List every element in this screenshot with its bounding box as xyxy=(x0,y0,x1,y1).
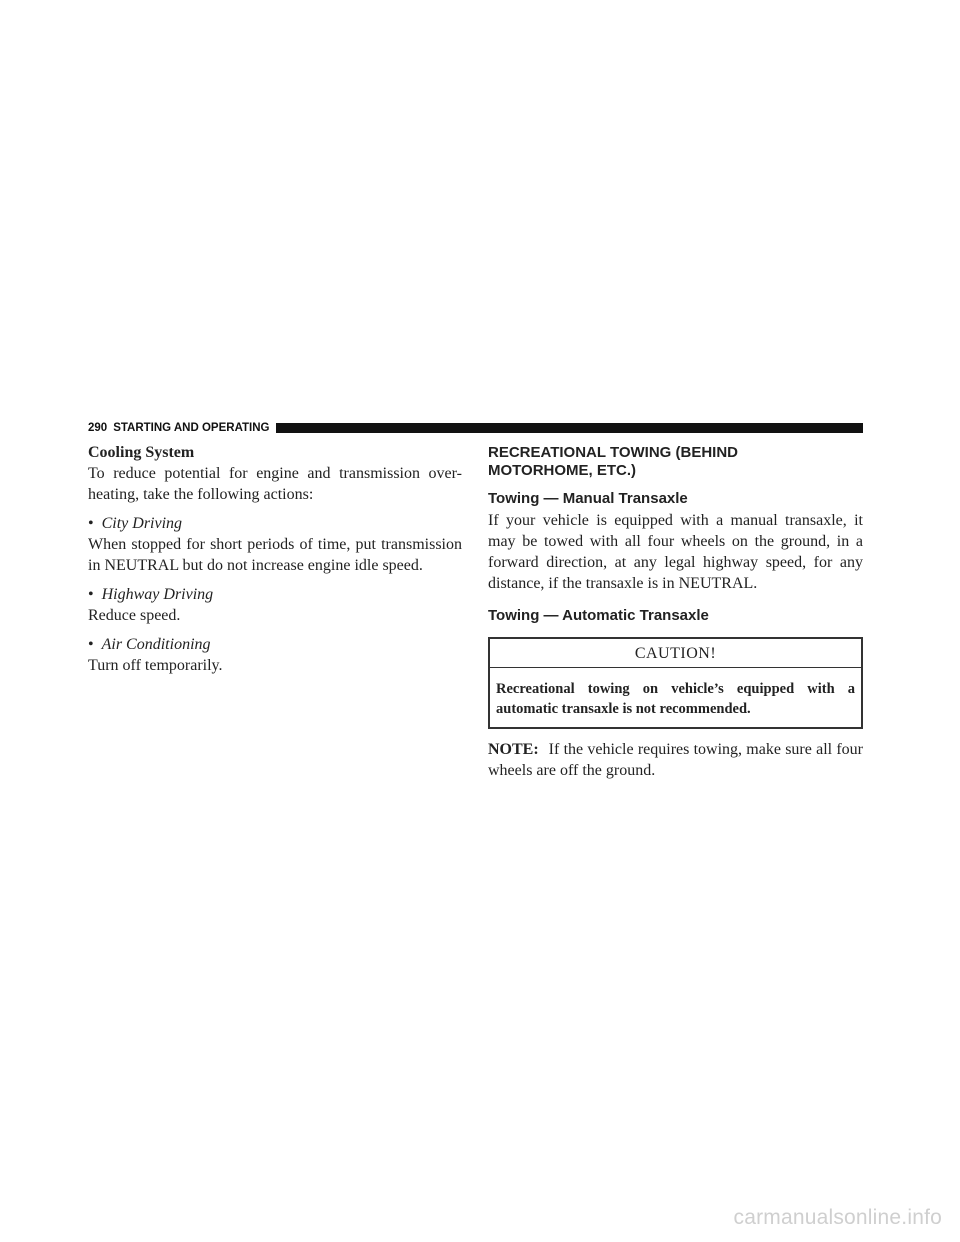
list-item-text: When stopped for short periods of time, put transmission in NEUTRAL but do not increase engine idle speed. xyxy=(88,536,462,574)
list-item-title: • Highway Driving xyxy=(88,586,214,603)
list-item-title: • City Driving xyxy=(88,515,183,532)
caution-text: Recreational towing on vehicle’s equipped with a automatic transaxle is not recommended. xyxy=(496,681,855,717)
list-item-text: Reduce speed. xyxy=(88,607,181,624)
caution-box xyxy=(488,637,863,729)
bullet-icon: • xyxy=(88,515,94,532)
list-item-title: • Air Conditioning xyxy=(88,636,211,653)
automatic-transaxle-heading: Towing — Automatic Transaxle xyxy=(488,607,709,624)
manual-transaxle-text: If your vehicle is equipped with a manual transaxle, it may be towed with all four wheels on the ground, in a forward direction, at any legal highway speed, for any distance, if the transaxle is in NEUTRAL. xyxy=(488,512,863,592)
section-title: STARTING AND OPERATING xyxy=(113,422,270,434)
page-header xyxy=(88,421,863,435)
bullet-icon: • xyxy=(88,586,94,603)
watermark: carmanualsonline.info xyxy=(733,1206,942,1229)
caution-title: CAUTION! xyxy=(490,639,861,668)
header-rule xyxy=(276,423,864,433)
recreational-towing-heading: RECREATIONAL TOWING (BEHIND MOTORHOME, ETC.) xyxy=(488,444,738,479)
note-label: NOTE: xyxy=(488,741,539,758)
note-text: If the vehicle requires towing, make sure all four wheels are off the ground. xyxy=(488,741,863,779)
note-paragraph xyxy=(488,739,863,781)
cooling-intro: To reduce potential for engine and transmission over-heating, take the following actions: xyxy=(88,465,462,503)
list-item-text: Turn off temporarily. xyxy=(88,657,223,674)
right-column xyxy=(488,442,863,781)
manual-transaxle-heading: Towing — Manual Transaxle xyxy=(488,490,688,507)
page-number: 290 xyxy=(88,422,108,434)
left-column xyxy=(88,442,462,676)
bullet-icon: • xyxy=(88,636,94,653)
cooling-system-heading: Cooling System xyxy=(88,444,195,461)
